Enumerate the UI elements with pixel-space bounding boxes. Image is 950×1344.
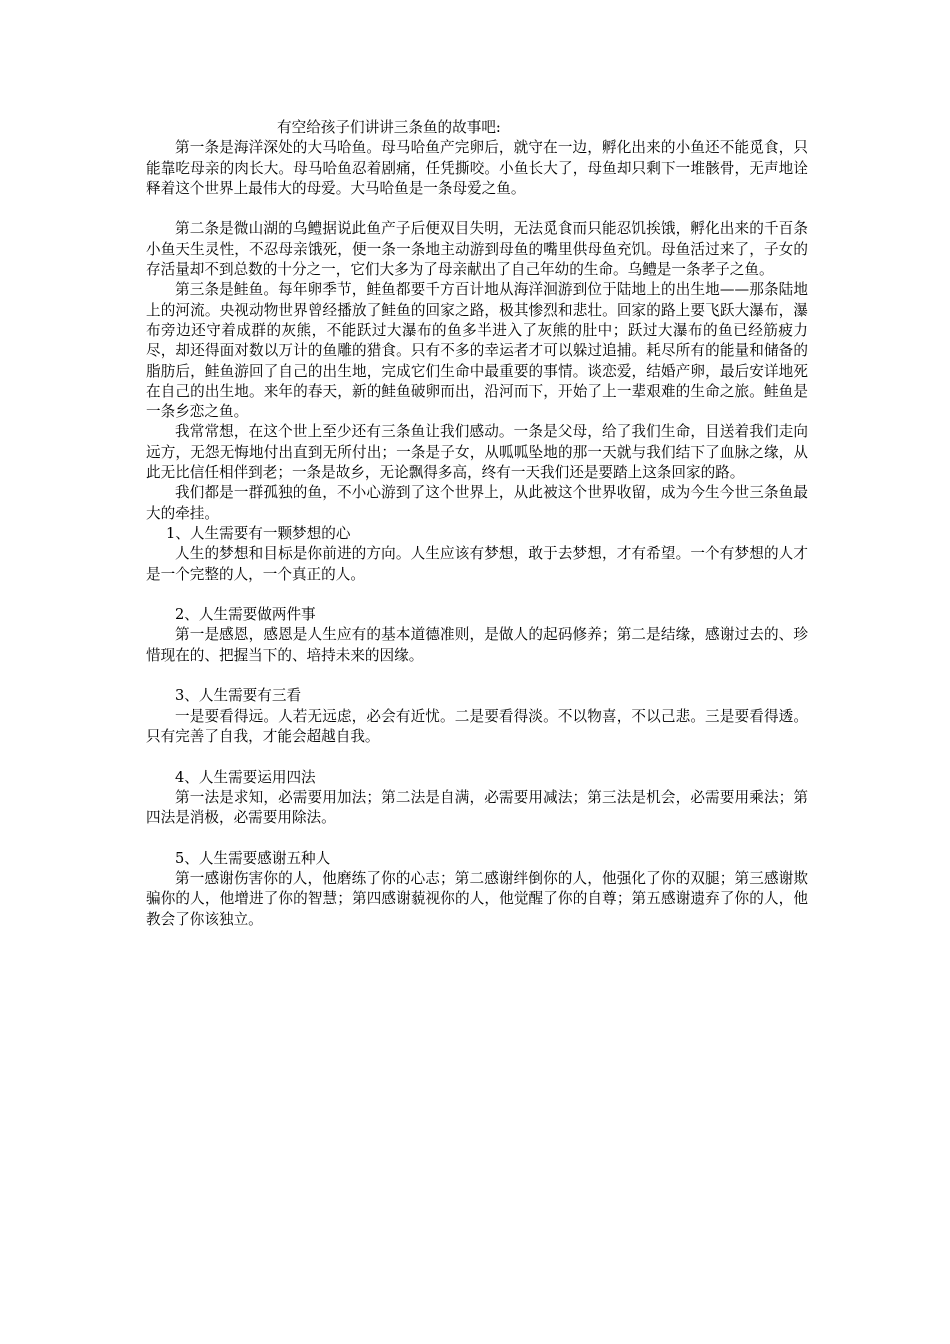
section-body-2: 第一是感恩，感恩是人生应有的基本道德准则，是做人的起码修养；第二是结缘，感谢过去的、珍惜现在的、把握当下的、培持未来的因缘。 <box>146 626 808 664</box>
document-title: 有空给孩子们讲讲三条鱼的故事吧: <box>277 119 501 136</box>
story-paragraph-snakehead: 第二条是微山湖的乌鳢据说此鱼产子后便双目失明，无法觅食而只能忍饥挨饿，孵化出来的千百条小鱼天生灵性，不忍母亲饿死，便一条一条地主动游到母鱼的嘴里供母鱼充饥。母鱼活过来了，子女的存活量却不到总数的十分之一，它们大多为了母亲献出了自己年幼的生命。乌鳢是一条孝子之鱼。 <box>146 220 808 279</box>
section-heading-3: 3、人生需要有三看 <box>175 687 302 705</box>
section-heading-1: 1、人生需要有一颗梦想的心 <box>166 524 351 542</box>
section-body-4: 第一法是求知，必需要用加法；第二法是自满，必需要用减法；第三法是机会，必需要用乘法；第四法是消极，必需要用除法。 <box>146 788 808 827</box>
section-heading-5: 5、人生需要感谢五种人 <box>175 849 331 867</box>
section-body-3: 一是要看得远。人若无远虑，必会有近忧。二是要看得淡。不以物喜，不以己悲。三是要看得透。只有完善了自我，才能会超越自我。 <box>146 707 808 745</box>
story-paragraph-salmon-home: 第三条是鲑鱼。每年卵季节，鲑鱼都要千方百计地从海洋洄游到位于陆地上的出生地——那条陆地上的河流。央视动物世界曾经播放了鲑鱼的回家之路，极其惨烈和悲壮。回家的路上要飞跃大瀑布，瀑布旁边还守着成群的灰熊，不能跃过大瀑布的鱼多半进入了灰熊的肚中；跃过大瀑布的鱼已经筋疲力尽，却还得面对数以万计的鱼雕的猎食。只有不多的幸运者才可以躲过追捕。耗尽所有的能量和储备的脂肪后，鲑鱼游回了自己的出生地，完成它们生命中最重要的事情。谈恋爱，结婚产卵，最后安详地死在自己的出生地。来年的春天，新的鲑鱼破卵而出，沿河而下，开始了上一辈艰难的生命之旅。鲑鱼是一条乡恋之鱼。 <box>146 281 808 421</box>
section-body-5: 第一感谢伤害你的人，他磨练了你的心志；第二感谢绊倒你的人，他强化了你的双腿；第三感谢欺骗你的人，他增进了你的智慧；第四感谢藐视你的人，他觉醒了你的自尊；第五感谢遗弃了你的人，他教会了你该独立。 <box>146 869 808 928</box>
story-paragraph-lonely-fish: 我们都是一群孤独的鱼，不小心游到了这个世界上，从此被这个世界收留，成为今生今世三条鱼最大的牵挂。 <box>146 484 808 522</box>
section-body-1: 人生的梦想和目标是你前进的方向。人生应该有梦想，敢于去梦想，才有希望。一个有梦想的人才是一个完整的人，一个真正的人。 <box>146 545 808 583</box>
section-heading-4: 4、人生需要运用四法 <box>175 768 316 786</box>
story-paragraph-salmon-mother: 第一条是海洋深处的大马哈鱼。母马哈鱼产完卵后，就守在一边，孵化出来的小鱼还不能觅食，只能靠吃母亲的肉长大。母马哈鱼忍着剧痛，任凭撕咬。小鱼长大了，母鱼却只剩下一堆骸骨，无声地诠释着这个世界上最伟大的母爱。大马哈鱼是一条母爱之鱼。 <box>146 139 808 197</box>
story-paragraph-three-fish: 我常常想，在这个世上至少还有三条鱼让我们感动。一条是父母，给了我们生命，目送着我们走向远方，无怨无悔地付出直到无所付出；一条是子女，从呱呱坠地的那一天就与我们结下了血脉之缘，从此无比信任相伴到老；一条是故乡，无论飘得多高，终有一天我们还是要踏上这条回家的路。 <box>146 423 808 482</box>
document-page <box>146 118 808 930</box>
section-heading-2: 2、人生需要做两件事 <box>175 606 316 624</box>
